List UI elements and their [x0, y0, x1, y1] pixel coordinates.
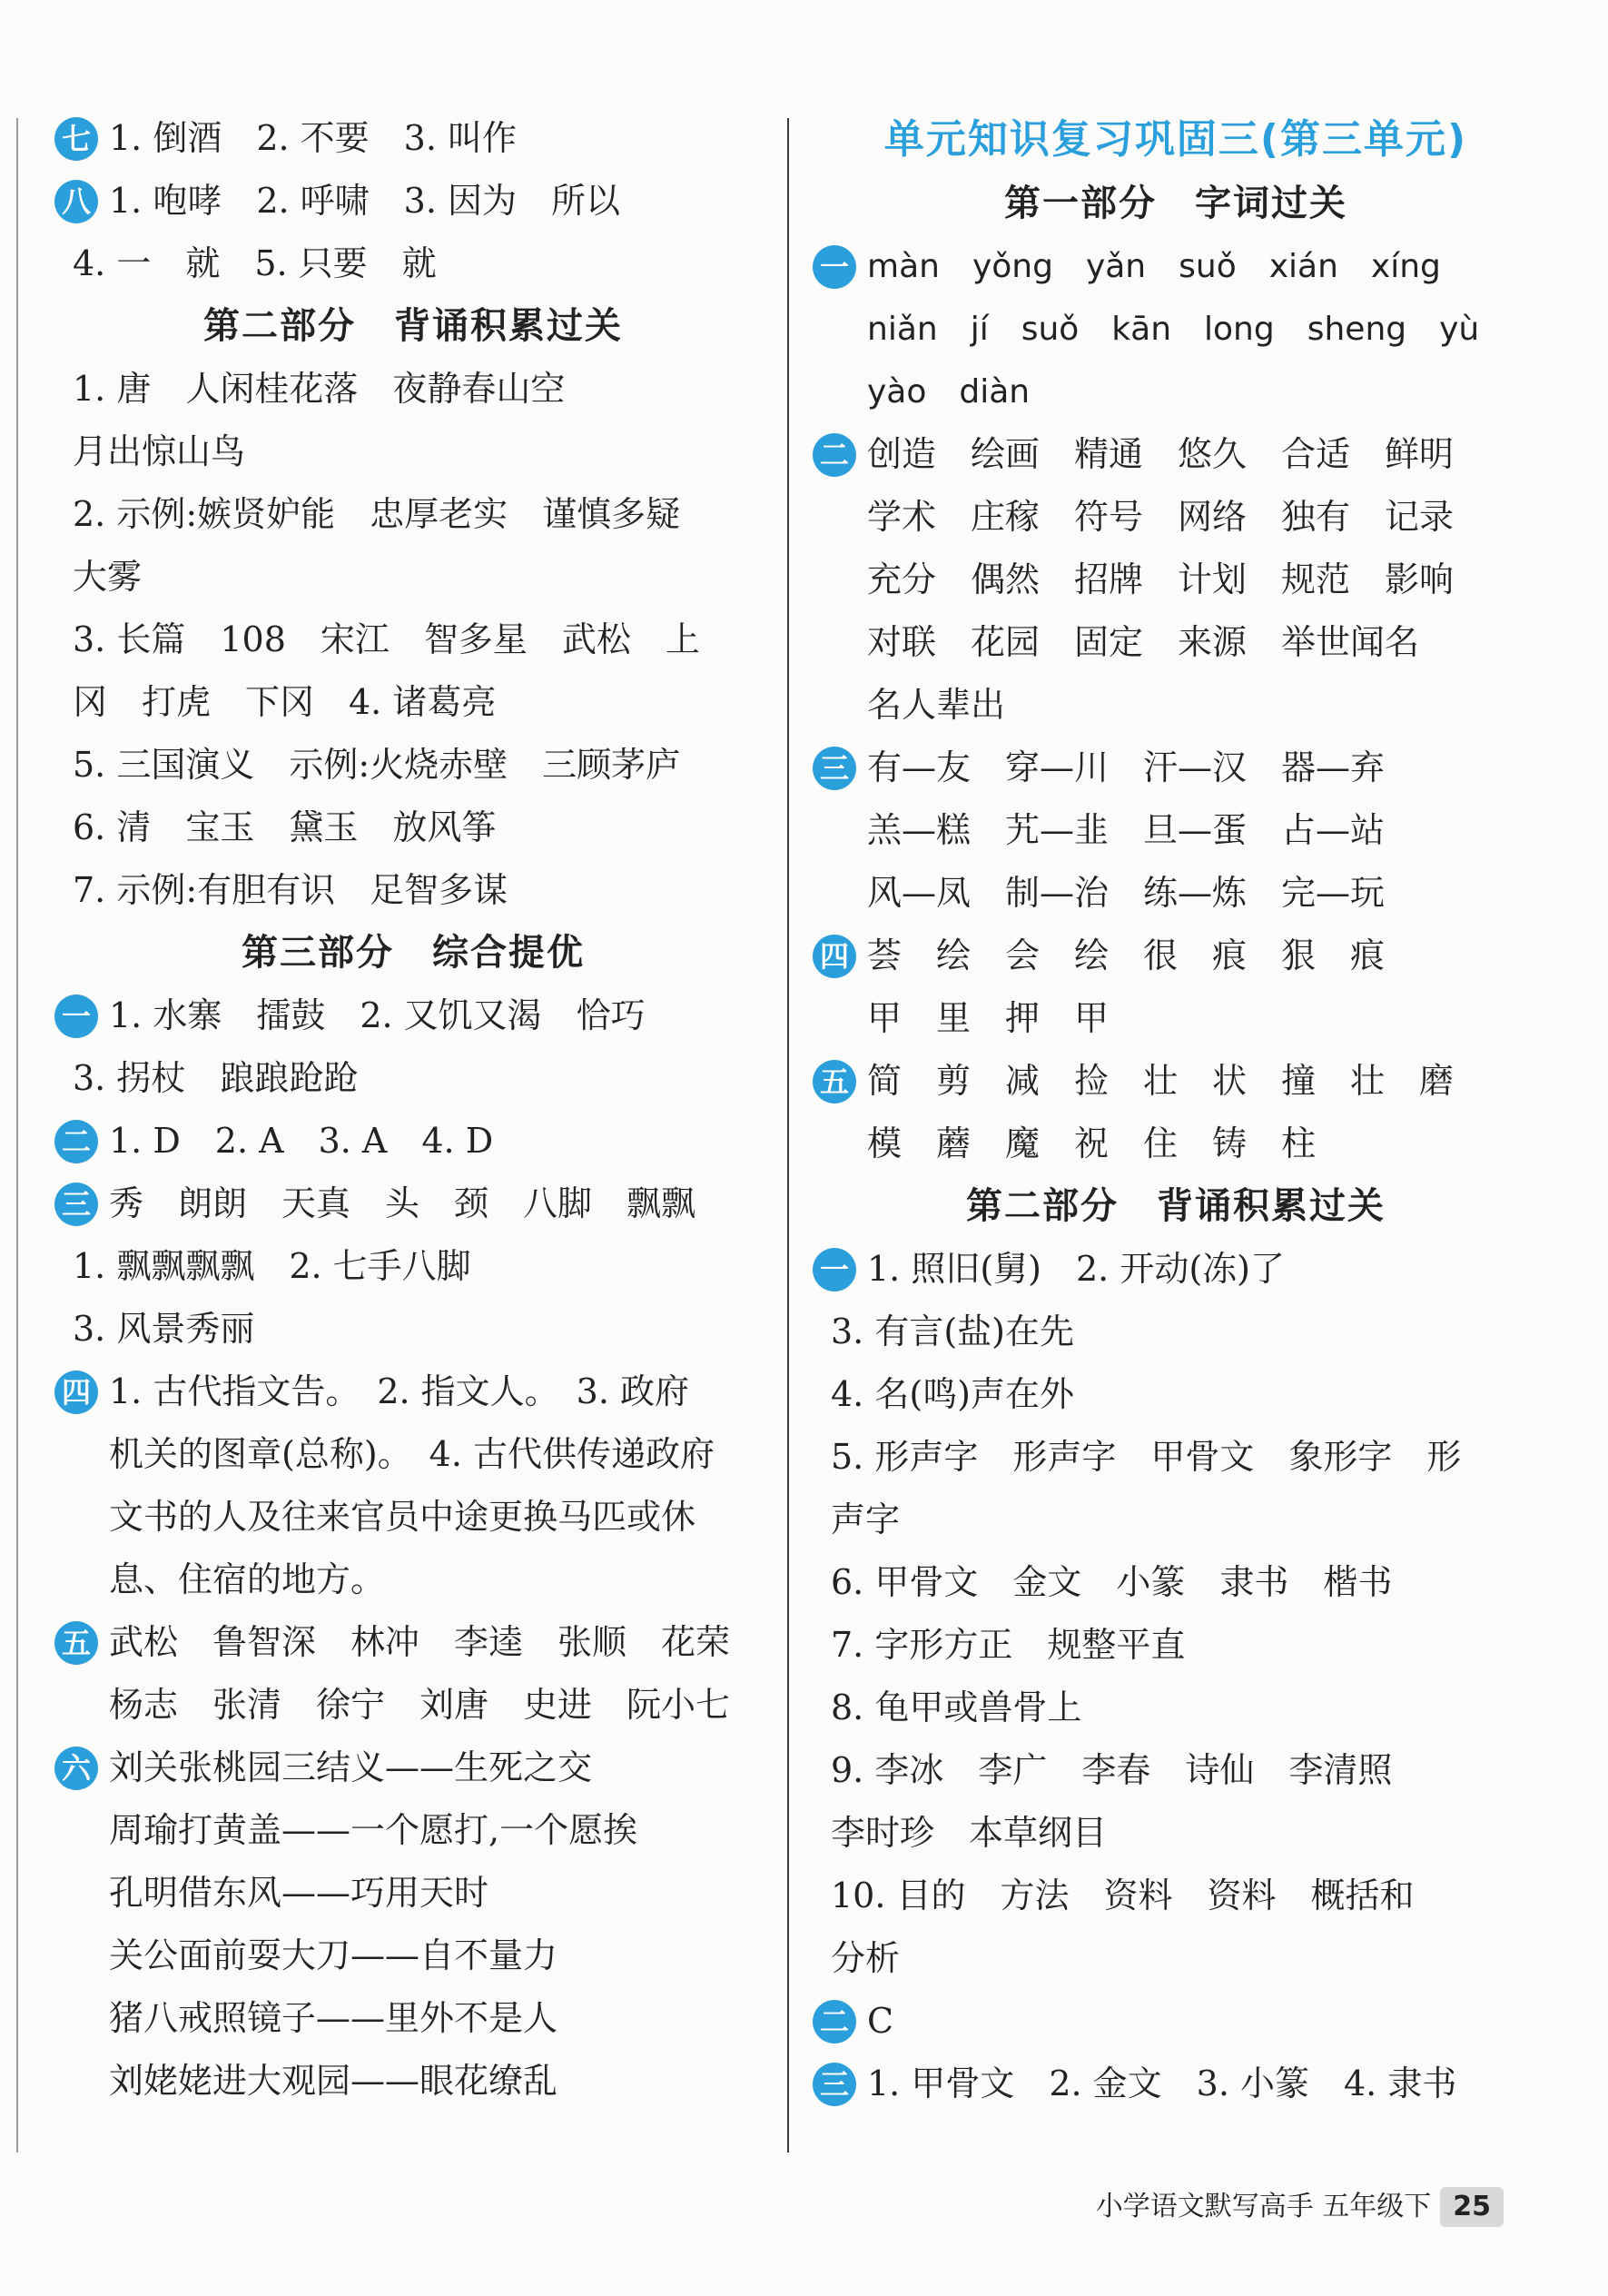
answer-line — [54, 1298, 772, 1361]
answer-line — [813, 1551, 1539, 1614]
answer-line — [813, 925, 1539, 987]
answer-line — [54, 1799, 772, 1862]
answer-line — [813, 1301, 1539, 1363]
answer-line — [813, 423, 1539, 486]
line-text: 6. 甲骨文 金文 小篆 隶书 楷书 — [831, 1562, 1393, 1602]
answer-line — [54, 1737, 772, 1799]
answer-line — [54, 1862, 772, 1925]
question-number-badge: 二 — [813, 433, 856, 477]
page-edge-line — [16, 118, 18, 2152]
line-text: 1. 照旧(舅) 2. 开动(冻)了 — [867, 1249, 1285, 1289]
line-text: 8. 龟甲或兽骨上 — [831, 1687, 1082, 1727]
line-text: C — [867, 2001, 894, 2041]
line-text: 李时珍 本草纲目 — [831, 1813, 1108, 1853]
answer-line — [813, 2053, 1539, 2115]
answer-line — [813, 235, 1539, 298]
line-text: 第一部分 字词过关 — [1004, 183, 1347, 224]
line-text: 杨志 张清 徐宁 刘唐 史进 阮小七 — [109, 1685, 731, 1725]
answer-line — [813, 1614, 1539, 1677]
question-number-badge: 七 — [54, 117, 98, 161]
answer-line — [813, 1238, 1539, 1301]
answer-line — [54, 1361, 772, 1423]
answer-line — [813, 1113, 1539, 1175]
answer-line — [54, 1674, 772, 1737]
line-text: màn yǒng yǎn suǒ xián xíng — [867, 248, 1441, 285]
answer-line — [813, 1050, 1539, 1113]
answer-line — [54, 358, 772, 421]
answer-line — [54, 734, 772, 797]
line-text: 6. 清 宝玉 黛玉 放风筝 — [73, 807, 497, 847]
answer-line — [54, 1486, 772, 1549]
answer-line — [813, 549, 1539, 611]
right-column — [813, 107, 1539, 2115]
answer-line — [813, 1489, 1539, 1551]
answer-line — [813, 611, 1539, 674]
column-divider — [787, 118, 789, 2152]
line-text: 文书的人及往来官员中途更换马匹或休 — [109, 1497, 696, 1537]
line-text: 5. 形声字 形声字 甲骨文 象形字 形 — [831, 1437, 1462, 1477]
page-footer — [1096, 2187, 1504, 2227]
answer-line — [813, 1990, 1539, 2053]
left-column — [54, 107, 772, 2113]
line-text: 3. 长篇 108 宋江 智多星 武松 上 — [73, 619, 700, 659]
line-text: 刘姥姥进大观园——眼花缭乱 — [109, 2061, 558, 2101]
line-text: 关公面前耍大刀——自不量力 — [109, 1935, 558, 1975]
line-text: 第三部分 综合提优 — [242, 932, 585, 974]
line-text: 风—凤 制—治 练—炼 完—玩 — [867, 873, 1386, 913]
answer-line — [54, 107, 772, 170]
line-text: 武松 鲁智深 林冲 李逵 张顺 花荣 — [109, 1622, 731, 1662]
line-text: 机关的图章(总称)。 4. 古代供传递政府 — [109, 1434, 715, 1474]
line-text: yào diàn — [867, 373, 1031, 411]
line-text: 10. 目的 方法 资料 资料 概括和 — [831, 1875, 1415, 1915]
line-text: 甲 里 押 甲 — [867, 998, 1110, 1038]
line-text: 7. 字形方正 规整平直 — [831, 1625, 1186, 1665]
answer-line — [54, 1110, 772, 1173]
answer-line — [54, 546, 772, 609]
line-text: 1. 水寨 擂鼓 2. 又饥又渴 恰巧 — [109, 995, 646, 1035]
answer-line — [813, 1677, 1539, 1739]
section-heading — [54, 295, 772, 358]
line-text: 冈 打虎 下冈 4. 诸葛亮 — [73, 682, 497, 722]
question-number-badge: 二 — [813, 2000, 856, 2044]
answer-line — [54, 2050, 772, 2113]
section-heading — [813, 1175, 1539, 1238]
line-text: 分析 — [831, 1938, 901, 1978]
line-text: 第二部分 背诵积累过关 — [203, 305, 623, 347]
line-text: 名人辈出 — [867, 685, 1006, 725]
answer-line — [813, 1739, 1539, 1802]
answer-line — [813, 674, 1539, 737]
line-text: 1. 甲骨文 2. 金文 3. 小篆 4. 隶书 — [867, 2063, 1457, 2103]
line-text: 1. D 2. A 3. A 4. D — [109, 1121, 494, 1161]
answer-line — [813, 1865, 1539, 1927]
line-text: 1. 古代指文告。 2. 指文人。 3. 政府 — [109, 1371, 690, 1411]
line-text: 1. 倒酒 2. 不要 3. 叫作 — [109, 118, 518, 158]
line-text: 3. 有言(盐)在先 — [831, 1311, 1074, 1351]
question-number-badge: 六 — [54, 1747, 98, 1790]
page-number: 25 — [1440, 2187, 1504, 2227]
answer-line — [813, 862, 1539, 925]
line-text: 创造 绘画 精通 悠久 合适 鲜明 — [867, 434, 1455, 474]
answer-line — [54, 233, 772, 295]
question-number-badge: 八 — [54, 180, 98, 223]
question-number-badge: 一 — [813, 1248, 856, 1292]
answer-line — [54, 609, 772, 671]
answer-line — [54, 797, 772, 859]
question-number-badge: 五 — [54, 1621, 98, 1665]
answer-line — [813, 361, 1539, 423]
answer-line — [813, 1927, 1539, 1990]
answer-line — [54, 1423, 772, 1486]
line-text: 4. 名(鸣)声在外 — [831, 1374, 1074, 1414]
line-text: 7. 示例:有胆有识 足智多谋 — [73, 870, 508, 910]
answer-line — [54, 483, 772, 546]
section-heading — [813, 173, 1539, 235]
question-number-badge: 四 — [813, 935, 856, 978]
line-text: 4. 一 就 5. 只要 就 — [73, 243, 437, 283]
line-text: 3. 拐杖 踉踉跄跄 — [73, 1058, 359, 1098]
answer-line — [54, 1611, 772, 1674]
answer-line — [54, 985, 772, 1047]
line-text: 第二部分 背诵积累过关 — [966, 1185, 1386, 1227]
line-text: 简 剪 减 捡 壮 状 撞 壮 磨 — [867, 1061, 1455, 1101]
line-text: 猪八戒照镜子——里外不是人 — [109, 1998, 558, 2038]
question-number-badge: 三 — [813, 747, 856, 790]
line-text: 大雾 — [73, 557, 143, 597]
line-text: 3. 风景秀丽 — [73, 1309, 255, 1349]
line-text: niǎn jí suǒ kān long sheng yù — [867, 311, 1480, 348]
question-number-badge: 五 — [813, 1060, 856, 1103]
answer-line — [54, 1549, 772, 1611]
line-text: 周瑜打黄盖——一个愿打,一个愿挨 — [109, 1810, 638, 1850]
answer-line — [54, 1925, 772, 1987]
question-number-badge: 一 — [54, 995, 98, 1038]
line-text: 充分 偶然 招牌 计划 规范 影响 — [867, 559, 1455, 599]
answer-line — [54, 1047, 772, 1110]
answer-line — [813, 298, 1539, 361]
section-heading — [54, 922, 772, 985]
answer-line — [54, 421, 772, 483]
answer-line — [813, 1802, 1539, 1865]
question-number-badge: 三 — [54, 1183, 98, 1226]
answer-line — [54, 859, 772, 922]
answer-line — [813, 987, 1539, 1050]
line-text: 羔—糕 艽—韭 旦—蛋 占—站 — [867, 810, 1386, 850]
line-text: 孔明借东风——巧用天时 — [109, 1873, 489, 1913]
line-text: 秀 朗朗 天真 头 颈 八脚 飘飘 — [109, 1183, 696, 1223]
answer-line — [54, 671, 772, 734]
question-number-badge: 一 — [813, 245, 856, 289]
line-text: 1. 飘飘飘飘 2. 七手八脚 — [73, 1246, 471, 1286]
answer-line — [813, 799, 1539, 862]
line-text: 1. 咆哮 2. 呼啸 3. 因为 所以 — [109, 181, 621, 221]
unit-title — [813, 107, 1539, 173]
answer-line — [813, 737, 1539, 799]
line-text: 对联 花园 固定 来源 举世闻名 — [867, 622, 1420, 662]
book-title: 小学语文默写高手 五年级下 — [1095, 2191, 1432, 2222]
question-number-badge: 三 — [813, 2063, 856, 2106]
question-number-badge: 二 — [54, 1120, 98, 1163]
answer-line — [54, 170, 772, 233]
line-text: 刘关张桃园三结义——生死之交 — [109, 1747, 593, 1787]
line-text: 1. 唐 人闲桂花落 夜静春山空 — [73, 369, 566, 409]
question-number-badge: 四 — [54, 1371, 98, 1414]
line-text: 息、住宿的地方。 — [109, 1559, 386, 1599]
answer-line — [54, 1987, 772, 2050]
line-text: 荟 绘 会 绘 很 痕 狠 痕 — [867, 935, 1386, 975]
line-text: 5. 三国演义 示例:火烧赤壁 三顾茅庐 — [73, 745, 681, 785]
answer-line — [54, 1235, 772, 1298]
line-text: 模 蘑 魔 祝 住 铸 柱 — [867, 1123, 1317, 1163]
line-text: 2. 示例:嫉贤妒能 忠厚老实 谨慎多疑 — [73, 494, 681, 534]
answer-line — [813, 1426, 1539, 1489]
line-text: 9. 李冰 李广 李春 诗仙 李清照 — [831, 1750, 1393, 1790]
answer-line — [54, 1173, 772, 1235]
line-text: 学术 庄稼 符号 网络 独有 记录 — [867, 497, 1455, 537]
line-text: 声字 — [831, 1499, 901, 1539]
answer-line — [813, 486, 1539, 549]
answer-line — [813, 1363, 1539, 1426]
line-text: 有—友 穿—川 汗—汉 器—弃 — [867, 747, 1386, 787]
line-text: 月出惊山鸟 — [73, 431, 246, 471]
line-text: 单元知识复习巩固三(第三单元) — [883, 116, 1468, 163]
